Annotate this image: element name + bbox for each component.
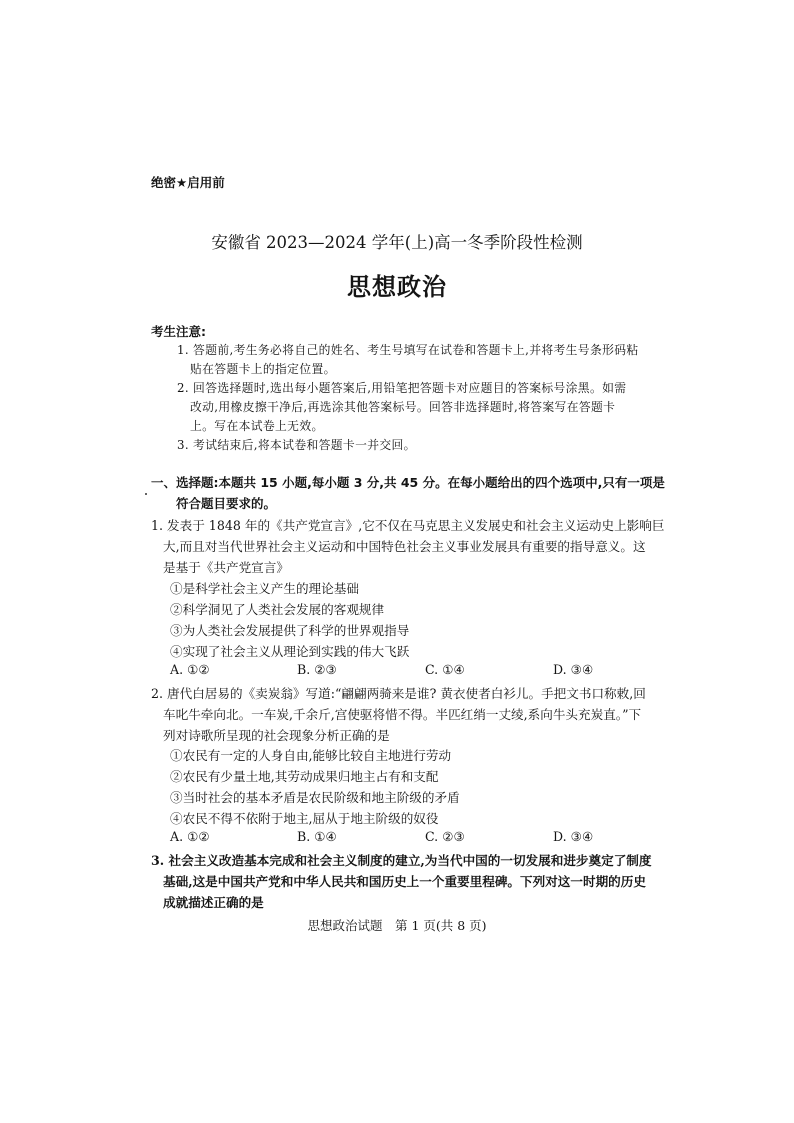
question-item: ③为人类社会发展提供了科学的世界观指导 — [170, 623, 410, 638]
option-c: C. ①④ — [425, 662, 465, 677]
question-stem: 列对诗歌所呈现的社会现象分析正确的是 — [163, 728, 390, 743]
question-stem: 1. 发表于 1848 年的《共产党宣言》,它不仅在马克思主义发展史和社会主义运动史上影响巨 — [151, 518, 665, 533]
question-item: ③当时社会的基本矛盾是农民阶级和地主阶级的矛盾 — [170, 790, 460, 805]
option-d: D. ③④ — [553, 829, 594, 844]
question-item: ①是科学社会主义产生的理论基础 — [170, 581, 359, 596]
section-heading: 一、选择题:本题共 15 小题,每小题 3 分,共 45 分。在每小题给出的四个选项中,只有一项是 — [151, 475, 665, 490]
option-a: A. ①② — [170, 662, 210, 677]
notice-line: 贴在答题卡上的指定位置。 — [190, 362, 336, 376]
question-stem: 车叱牛牵向北。一车炭,千余斤,宫使驱将惜不得。半匹红绡一丈绫,系向牛头充炭直。”下 — [163, 707, 642, 722]
question-item: ①农民有一定的人身自由,能够比较自主地进行劳动 — [170, 748, 452, 763]
question-stem: 成就描述正确的是 — [163, 895, 264, 910]
option-a: A. ①② — [170, 829, 210, 844]
question-stem: 2. 唐代白居易的《卖炭翁》写道:“翩翩两骑来是谁? 黄衣使者白衫儿。手把文书口称敕,回 — [151, 686, 646, 701]
question-stem: 大,而且对当代世界社会主义运动和中国特色社会主义事业发展具有重要的指导意义。这 — [163, 539, 646, 554]
question-stem: 是基于《共产党宣言》 — [163, 560, 289, 575]
question-stem: 3. 社会主义改造基本完成和社会主义制度的建立,为当代中国的一切发展和进步奠定了制度 — [151, 853, 652, 868]
notice-line: 上。写在本试卷上无效。 — [190, 419, 324, 433]
page-footer: 思想政治试题 第 1 页(共 8 页) — [307, 918, 487, 933]
option-b: B. ①④ — [297, 829, 337, 844]
exam-title: 安徽省 2023—2024 学年(上)高一冬季阶段性检测 — [211, 233, 583, 252]
scan-speck — [145, 493, 147, 495]
option-b: B. ②③ — [297, 662, 337, 677]
subject-title: 思想政治 — [347, 273, 447, 301]
option-c: C. ②③ — [425, 829, 465, 844]
section-heading-cont: 符合题目要求的。 — [176, 496, 277, 511]
notice-line: 改动,用橡皮擦干净后,再选涂其他答案标号。回答非选择题时,将答案写在答题卡 — [190, 400, 616, 414]
question-item: ②农民有少量土地,其劳动成果归地主占有和支配 — [170, 769, 439, 784]
option-d: D. ③④ — [553, 662, 594, 677]
notice-heading: 考生注意: — [151, 324, 206, 339]
question-item: ②科学洞见了人类社会发展的客观规律 — [170, 602, 385, 617]
question-stem: 基础,这是中国共产党和中华人民共和国历史上一个重要里程碑。下列对这一时期的历史 — [163, 874, 646, 889]
question-item: ④农民不得不依附于地主,屈从于地主阶级的奴役 — [170, 811, 439, 826]
question-item: ④实现了社会主义从理论到实践的伟大飞跃 — [170, 644, 410, 659]
notice-line: 3. 考试结束后,将本试卷和答题卡一并交回。 — [177, 438, 416, 452]
notice-line: 1. 答题前,考生务必将自己的姓名、考生号填写在试卷和答题卡上,并将考生号条形码粘 — [177, 343, 639, 357]
secret-mark: 绝密★启用前 — [151, 175, 225, 190]
notice-line: 2. 回答选择题时,选出每小题答案后,用铅笔把答题卡对应题目的答案标号涂黑。如需 — [177, 381, 627, 395]
